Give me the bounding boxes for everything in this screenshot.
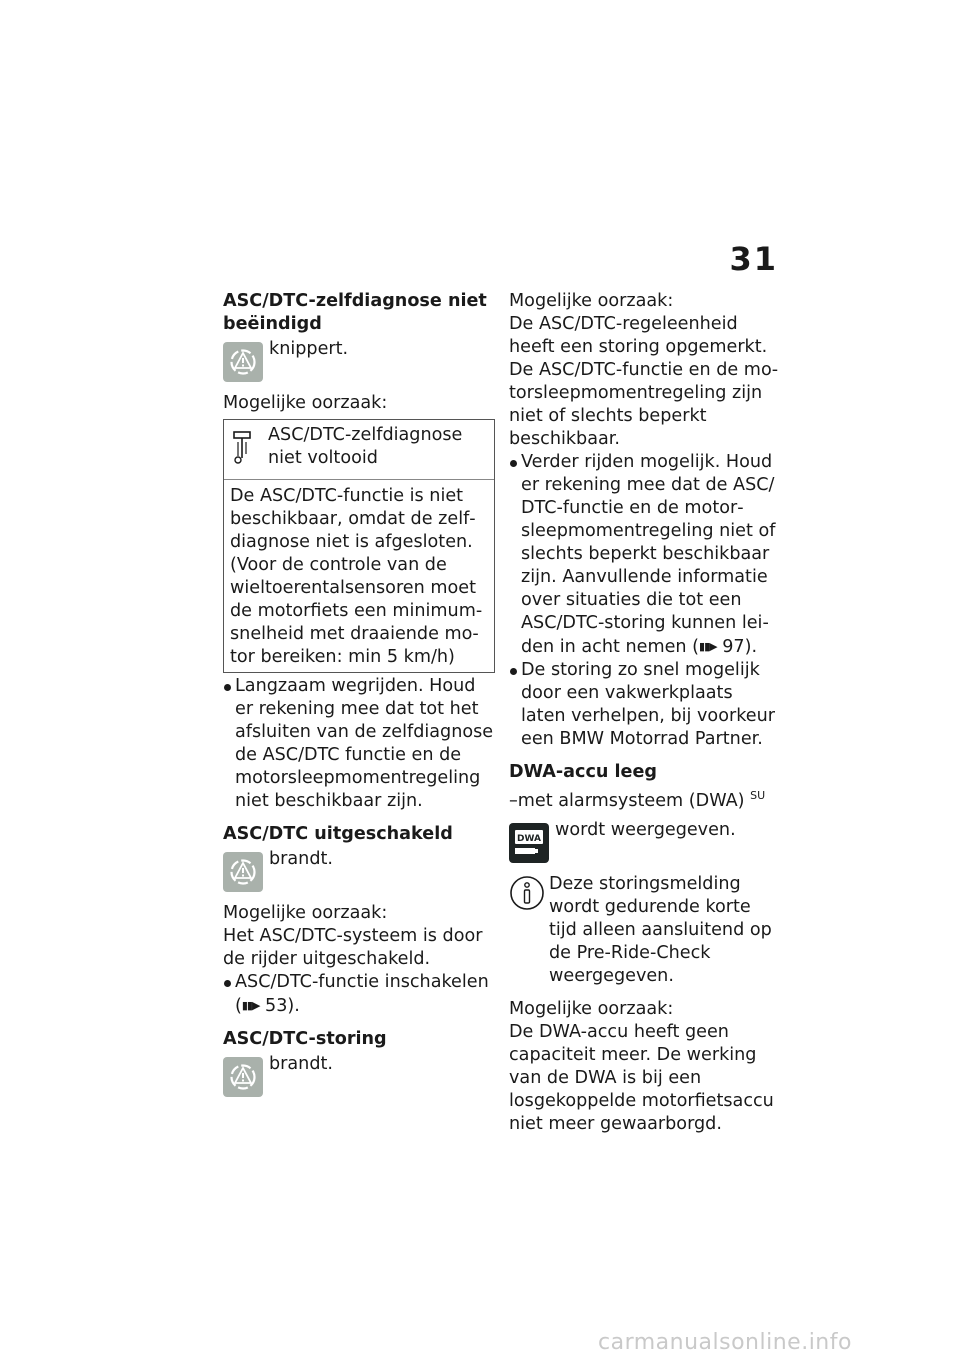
bullet-text: Verder rijden mogelijk. Houd er rekening mee dat de ASC/ DTC-functie en de motorsleepmomentregeling niet of slechts beperkt beschikbaar zijn. Aanvullende informatie over situaties die tot een ASC/DTC-storing kunnen leiden in acht nemen [521, 452, 776, 657]
info-note [509, 873, 781, 988]
info-box-head-text: ASC/DTC-zelfdiagnose niet voltooid [268, 425, 463, 468]
lamp-row-asc-fault [223, 1053, 495, 1097]
page-ref-arrow-icon: ▮▮▶ [241, 999, 260, 1012]
section-title-asc-fault: ASC/DTC-storing [223, 1029, 387, 1049]
cause-label: Mogelijke oorzaak: [223, 393, 388, 413]
tool-icon [230, 430, 258, 473]
page-number: 31 [729, 240, 778, 278]
bullet-list-selfdiag [223, 675, 495, 813]
bullet-list-asc-off [223, 971, 495, 1018]
dwa-battery-icon [509, 823, 549, 863]
lamp-status-text: knippert. [269, 339, 349, 359]
dwa-icon-label: DWA [517, 833, 541, 844]
info-icon [509, 875, 545, 918]
section-title-asc-off: ASC/DTC uitgeschakeld [223, 824, 453, 844]
list-item: ASC/DTC-functie inschakelen (▮▮▶ 53). [223, 971, 495, 1018]
page-ref-arrow-icon: ▮▮▶ [699, 640, 717, 653]
cause-label: Mogelijke oorzaak: [509, 998, 674, 1019]
asc-warning-lamp-icon [223, 342, 263, 382]
list-item: Verder rijden mogelijk. Houd er rekening mee dat de ASC/ DTC-functie en de motorsleepmomentregeling niet of slechts beperkt beschikbaar zijn. Aanvullende informatie over situaties die tot een ASC/DTC-storing kunnen leiden in acht nemen (▮▮▶ 97). [509, 451, 781, 659]
cause-text: De ASC/DTC-regeleenheid heeft een storing opgemerkt. De ASC/DTC-functie en de motorsleepmomentregeling zijn niet of slechts beperkt beschikbaar. [509, 314, 779, 449]
cause-text: De DWA-accu heeft geen capaciteit meer. De werking van de DWA is bij een losgekoppelde motorfietsaccu niet meer gewaarborgd. [509, 1021, 774, 1134]
section-title-selfdiag: ASC/DTC-zelfdiagnose niet beëindigd [223, 291, 487, 334]
dwa-variant-note [509, 784, 781, 813]
dwa-subtitle: –met alarmsysteem (DWA) [509, 790, 745, 811]
watermark: carmanualsonline.info [598, 1330, 852, 1355]
left-column [223, 290, 495, 1097]
cause-label: Mogelijke oorzaak: [223, 903, 388, 923]
asc-warning-lamp-icon [223, 1057, 263, 1097]
info-note-text: Deze storingsmelding wordt gedurende korte tijd alleen aansluitend op de Pre-Ride-Check weergegeven. [549, 873, 772, 986]
bullet-list-asc-fault [509, 451, 781, 751]
list-item: Langzaam wegrijden. Houd er rekening mee dat tot het afsluiten van de zelfdiagnose de ASC/DTC functie en de motorsleepmomentregeling niet beschikbaar zijn. [223, 675, 495, 813]
bullet-text: ASC/DTC-functie inschakelen [235, 972, 489, 992]
list-item: De storing zo snel mogelijk door een vakwerkplaats laten verhelpen, bij voorkeur een BMW Motorrad Partner. [509, 659, 781, 751]
lamp-status-text: brandt. [269, 1054, 333, 1074]
page-ref[interactable]: 97). [722, 637, 758, 657]
page-ref[interactable]: 53). [265, 996, 300, 1016]
lamp-row-asc-off [223, 848, 495, 892]
option-code: SU [750, 789, 766, 802]
asc-warning-lamp-icon [223, 852, 263, 892]
lamp-status-text: brandt. [269, 849, 333, 869]
lamp-status-text: wordt weergegeven. [555, 819, 736, 840]
cause-text: Het ASC/DTC-systeem is door de rijder uitgeschakeld. [223, 926, 483, 969]
cause-label: Mogelijke oorzaak: [509, 291, 674, 311]
info-box-header [224, 420, 494, 480]
lamp-row-selfdiag [223, 338, 495, 382]
section-title-dwa: DWA-accu leeg [509, 762, 658, 782]
right-column [509, 290, 781, 1136]
info-box-body: De ASC/DTC-functie is niet beschikbaar, omdat de zelfdiagnose niet is afgesloten. (Voor de controle van de wieltoerentalsensoren moet de motorfiets een minimumsnelheid met draaiende motor bereiken: min 5 km/h) [230, 486, 483, 667]
info-box [223, 419, 495, 673]
lamp-row-dwa [509, 819, 781, 863]
